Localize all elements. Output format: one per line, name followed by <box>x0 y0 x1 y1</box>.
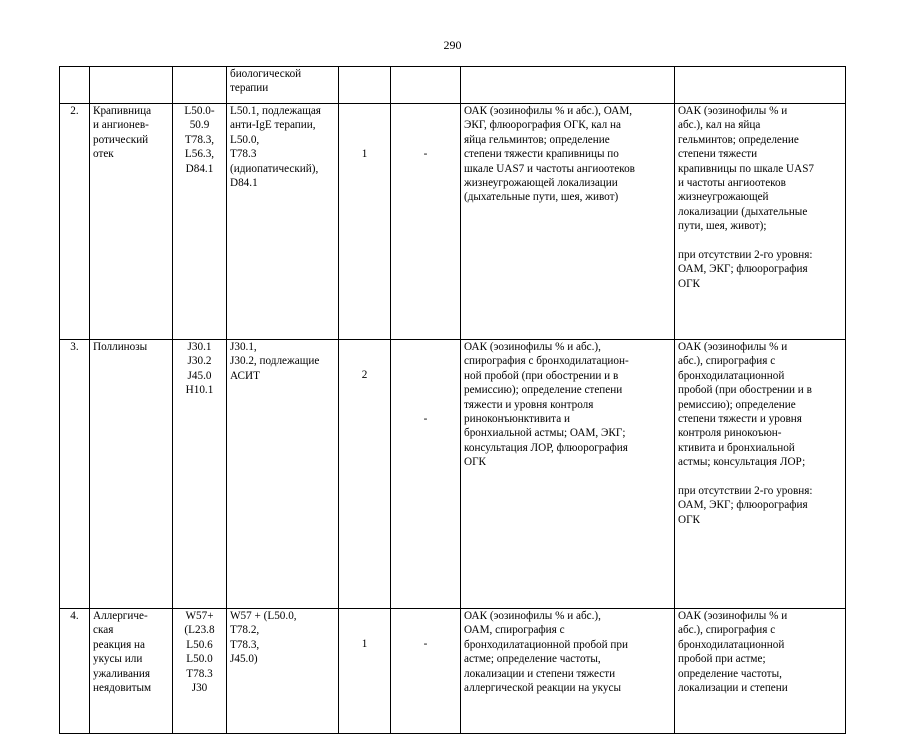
table-row-urticaria <box>60 104 846 340</box>
icd-codes: J30.1 J30.2 J45.0 H10.1 <box>173 340 227 609</box>
exams-level-3 <box>461 67 675 104</box>
exams-level-3: ОАК (эозинофилы % и абс.), спирография с бронходилатацион- ной пробой (при обострении и в ремиссию); определение степени тяжести и уровня контроля риноконъюнктивита и бронхиальной астмы; ОАМ, ЭКГ; консультация ЛОР, флюорография ОГК <box>461 340 675 609</box>
table-row-insect-reaction <box>60 609 846 734</box>
care-level: 2 <box>339 340 391 609</box>
nosology-name: Крапивница и ангионев- ротический отек <box>90 104 173 340</box>
care-level: 1 <box>339 104 391 340</box>
row-number <box>60 67 90 104</box>
conditions: биологической терапии <box>227 67 339 104</box>
row-number: 2. <box>60 104 90 340</box>
dash-cell: - <box>391 104 461 340</box>
exams-level-3: ОАК (эозинофилы % и абс.), ОАМ, ЭКГ, флюорография ОГК, кал на яйца гельминтов; определение степени тяжести крапивницы по шкале UAS7 и частоты ангиоотеков жизнеугрожающей локализации (дыхательные пути, шея, живот) <box>461 104 675 340</box>
care-level <box>339 67 391 104</box>
conditions: L50.1, подлежащая анти-IgE терапии, L50.0, T78.3 (идиопатический), D84.1 <box>227 104 339 340</box>
nosology-name: Аллергиче- ская реакция на укусы или ужаливания неядовитым <box>90 609 173 734</box>
conditions: J30.1, J30.2, подлежащие АСИТ <box>227 340 339 609</box>
exams-level-2: ОАК (эозинофилы % и абс.), кал на яйца гельминтов; определение степени тяжести крапивницы по шкале UAS7 и частоты ангиоотеков жизнеугрожающей локализации (дыхательные пути, шея, живот); при отсутствии 2-го уровня: ОАМ, ЭКГ; флюорография ОГК <box>675 104 846 340</box>
dash-cell: - <box>391 340 461 609</box>
exams-level-2: ОАК (эозинофилы % и абс.), спирография с бронходилатационной пробой (при обострении и в ремиссию); определение степени тяжести и уровня контроля ринокоъюн- ктивита и бронхиальной астмы; консультация ЛОР; при отсутствии 2-го уровня: ОАМ, ЭКГ; флюорография ОГК <box>675 340 846 609</box>
medical-standards-table <box>59 66 846 734</box>
conditions: W57 + (L50.0, T78.2, T78.3, J45.0) <box>227 609 339 734</box>
nosology-name: Поллинозы <box>90 340 173 609</box>
icd-codes: L50.0- 50.9 T78.3, L56.3, D84.1 <box>173 104 227 340</box>
exams-level-3: ОАК (эозинофилы % и абс.), ОАМ, спирография с бронходилатационной пробой при астме; определение частоты, локализации и степени тяжести аллергической реакции на укусы <box>461 609 675 734</box>
exams-level-2: ОАК (эозинофилы % и абс.), спирография с бронходилатационной пробой при астме; определение частоты, локализации и степени <box>675 609 846 734</box>
dash-cell <box>391 67 461 104</box>
page-number: 290 <box>443 38 462 52</box>
nosology-name <box>90 67 173 104</box>
table-row-pollinosis <box>60 340 846 609</box>
table-row-continued <box>60 67 846 104</box>
icd-codes <box>173 67 227 104</box>
care-level: 1 <box>339 609 391 734</box>
dash-cell: - <box>391 609 461 734</box>
icd-codes: W57+ (L23.8 L50.6 L50.0 T78.3 J30 <box>173 609 227 734</box>
row-number: 4. <box>60 609 90 734</box>
exams-level-2 <box>675 67 846 104</box>
row-number: 3. <box>60 340 90 609</box>
